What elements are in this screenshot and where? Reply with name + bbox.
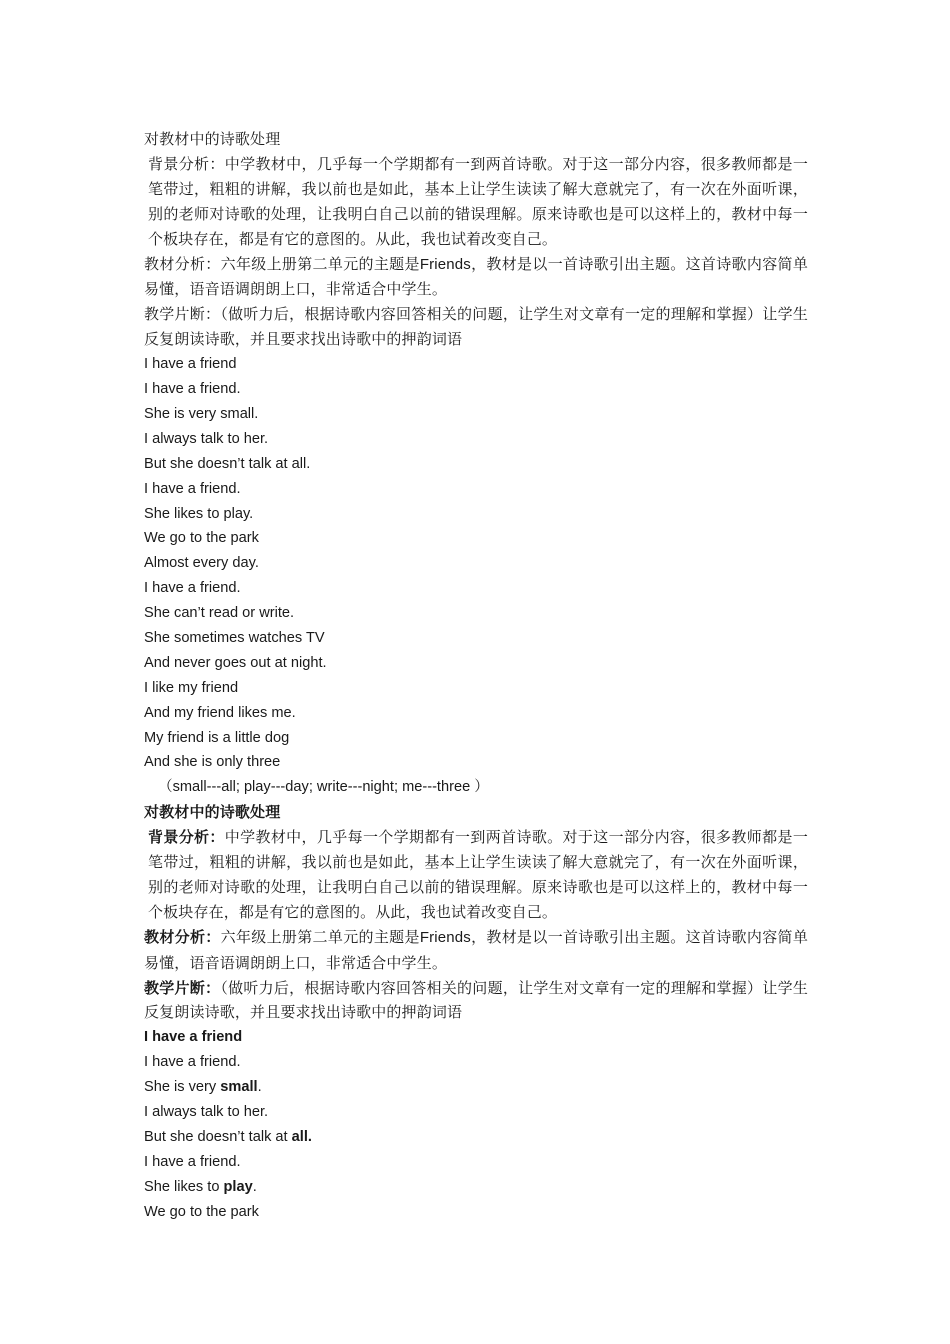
teaching-label: 教学片断：	[144, 978, 221, 997]
material-text: ，教材是以一首诗歌引出主题。这首诗歌内容简单易懂，语音语调朗朗上口，非常适合中学生。	[144, 927, 808, 972]
background-label: 背景分析：	[148, 154, 225, 173]
rhyme-pairs: （small---all; play---day; write---night; me---three ）	[158, 779, 489, 796]
poem-line: She sometimes watches TV	[144, 629, 325, 646]
poem-line: We go to the park	[144, 530, 259, 547]
poem	[144, 1025, 808, 1224]
poem-line: But she doesn’t talk at all.	[144, 455, 311, 472]
material-text: ，教材是以一首诗歌引出主题。这首诗歌内容简单易懂，语音语调朗朗上口，非常适合中学生。	[144, 254, 808, 299]
poem-line: I have a friend.	[144, 1153, 241, 1170]
poem-line: And never goes out at night.	[144, 654, 327, 671]
poem-line: I have a friend	[144, 356, 237, 373]
material-text: 六年级上册第二单元的主题是	[220, 927, 420, 946]
poem-text: But she doesn’t talk at	[144, 1128, 292, 1145]
poem-line	[144, 1175, 808, 1200]
poem-line: And she is only three	[144, 754, 281, 771]
poem-line	[144, 1125, 808, 1150]
poem-text: She is very	[144, 1079, 221, 1096]
poem-line: I like my friend	[144, 679, 239, 696]
poem-text: .	[257, 1079, 262, 1096]
poem-text: She likes to	[144, 1178, 224, 1195]
poem-line	[144, 1075, 808, 1100]
poem-line: My friend is a little dog	[144, 729, 290, 746]
background-label: 背景分析：	[148, 828, 225, 847]
background-text: 中学教材中，几乎每一个学期都有一到两首诗歌。对于这一部分内容，很多教师都是一笔带过，粗粗的讲解，我以前也是如此，基本上让学生读读了解大意就完了，有一次在外面听课，别的老师对诗歌的处理，让我明白自己以前的错误理解。原来诗歌也是可以这样上的，教材中每一个板块存在，都是有它的意图的。从此，我也试着改变自己。	[148, 154, 808, 248]
poem-line: I have a friend.	[144, 580, 241, 597]
teaching-paragraph	[144, 302, 808, 352]
background-paragraph	[144, 152, 808, 252]
document-body	[144, 127, 808, 1224]
rhyme-word: all.	[291, 1128, 312, 1145]
poem-line: I have a friend.	[144, 480, 241, 497]
background-paragraph	[144, 825, 808, 925]
poem-text: .	[252, 1178, 257, 1195]
material-paragraph	[144, 252, 808, 303]
teaching-text: （做听力后，根据诗歌内容回答相关的问题，让学生对文章有一定的理解和掌握）让学生反复朗读诗歌，并且要求找出诗歌中的押韵词语	[144, 978, 808, 1022]
poem-title: I have a friend	[144, 1029, 243, 1046]
material-label: 教材分析：	[144, 927, 221, 946]
poem-line: I always talk to her.	[144, 430, 269, 447]
poem-line: I have a friend.	[144, 1054, 241, 1071]
background-text: 中学教材中，几乎每一个学期都有一到两首诗歌。对于这一部分内容，很多教师都是一笔带过，粗粗的讲解，我以前也是如此，基本上让学生读读了解大意就完了，有一次在外面听课，别的老师对诗歌的处理，让我明白自己以前的错误理解。原来诗歌也是可以这样上的，教材中每一个板块存在，都是有它的意图的。从此，我也试着改变自己。	[148, 828, 808, 921]
poem-line: I have a friend.	[144, 381, 241, 398]
poem-line: She can’t read or write.	[144, 605, 295, 622]
poem-line: We go to the park	[144, 1203, 259, 1220]
material-paragraph	[144, 925, 808, 976]
teaching-paragraph	[144, 976, 808, 1026]
rhyme-word: small	[220, 1079, 258, 1096]
poem-line: And my friend likes me.	[144, 704, 296, 721]
section-title: 对教材中的诗歌处理	[144, 803, 281, 822]
poem-line: She likes to play.	[144, 505, 254, 522]
rhyme-word: play	[223, 1178, 253, 1195]
poem-line: Almost every day.	[144, 555, 259, 572]
material-label: 教材分析：	[144, 254, 221, 273]
poem-line: I always talk to her.	[144, 1104, 269, 1121]
material-text: 六年级上册第二单元的主题是	[220, 254, 420, 273]
poem	[144, 352, 808, 775]
teaching-text: （做听力后，根据诗歌内容回答相关的问题，让学生对文章有一定的理解和掌握）让学生反复朗读诗歌，并且要求找出诗歌中的押韵词语	[144, 305, 808, 349]
poem-line: She is very small.	[144, 405, 259, 422]
section-title: 对教材中的诗歌处理	[144, 130, 281, 148]
material-word: Friends	[419, 928, 471, 946]
teaching-label: 教学片断：	[144, 305, 221, 324]
material-word: Friends	[419, 255, 471, 273]
